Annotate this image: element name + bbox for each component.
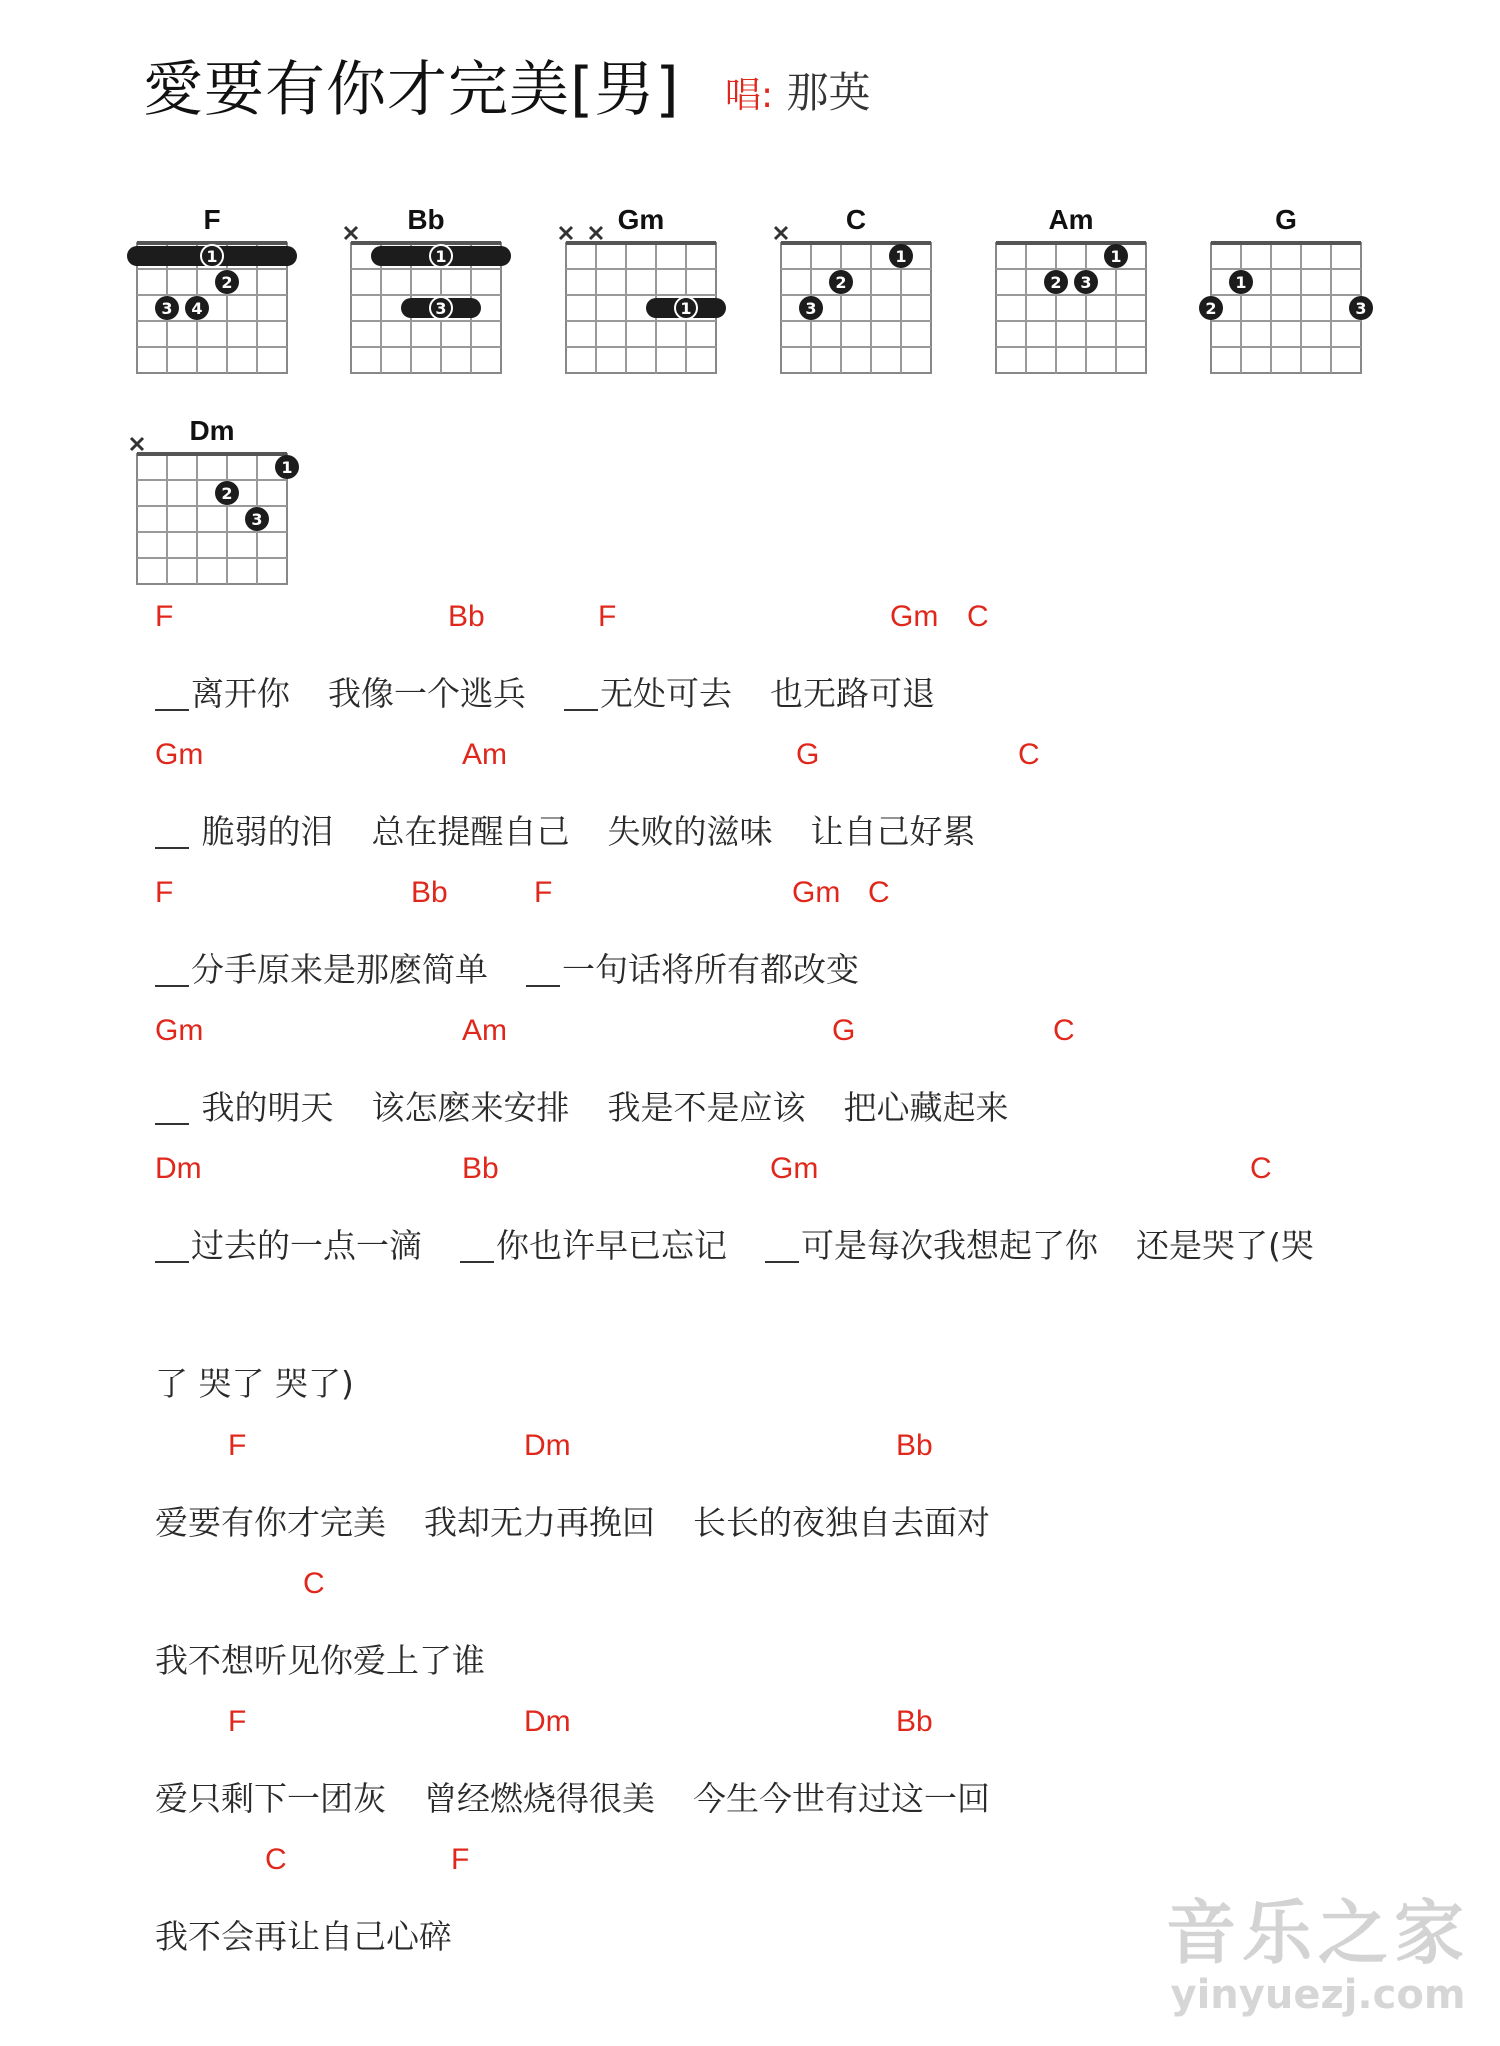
finger-number: 2 xyxy=(835,273,847,292)
chord-mark: Gm xyxy=(770,1152,819,1185)
chord-diagram-C xyxy=(775,204,931,373)
lyric-phrase: 把心藏起来 xyxy=(843,1088,1009,1127)
finger-number: 1 xyxy=(206,247,218,266)
lyric-phrase: 今生今世有过这一回 xyxy=(693,1779,990,1818)
lyric-phrase: 可是每次我想起了你 xyxy=(765,1220,1098,1267)
lyric-phrase: 我却无力再挽回 xyxy=(424,1503,655,1542)
chord-mark: Bb xyxy=(411,876,448,909)
lyric-line xyxy=(155,1358,392,1405)
pickup-blank xyxy=(765,1231,799,1263)
lyric-line xyxy=(155,1497,1028,1544)
lyric-line xyxy=(155,944,897,991)
chord-mark: Bb xyxy=(448,600,485,633)
chord-mark: F xyxy=(228,1705,247,1738)
lyric-phrase: 我像一个逃兵 xyxy=(328,674,526,713)
chord-diagram-G xyxy=(1199,204,1373,373)
pickup-blank xyxy=(155,1093,189,1125)
chord-name: Gm xyxy=(617,204,665,235)
chord-mark: Dm xyxy=(524,1705,571,1738)
lyric-line xyxy=(155,1220,1352,1267)
chord-mark: C xyxy=(868,876,890,909)
watermark-logo: 音乐之家 xyxy=(1166,1892,1470,1974)
chord-mark: Gm xyxy=(155,738,204,771)
lyric-phrase: 你也许早已忘记 xyxy=(460,1220,727,1267)
chord-mark: C xyxy=(1018,738,1040,771)
lyric-phrase: 我不会再让自己心碎 xyxy=(155,1917,452,1956)
lyric-phrase: 一句话将所有都改变 xyxy=(526,944,859,991)
lyric-phrase: 也无路可退 xyxy=(770,674,935,713)
lyric-phrase: 我是不是应该 xyxy=(607,1088,806,1127)
chord-diagram-Am xyxy=(996,204,1146,373)
pickup-blank xyxy=(155,817,189,849)
chord-mark: Gm xyxy=(890,600,939,633)
finger-number: 3 xyxy=(435,299,447,318)
muted-string-mark xyxy=(345,227,357,239)
chord-name: Bb xyxy=(407,204,445,235)
chord-mark: F xyxy=(534,876,553,909)
pickup-blank xyxy=(564,679,598,711)
finger-number: 3 xyxy=(251,510,263,529)
lyric-phrase: 曾经燃烧得很美 xyxy=(424,1779,655,1818)
chord-name: Dm xyxy=(189,415,235,446)
lyric-phrase: 爱要有你才完美 xyxy=(155,1503,386,1542)
pickup-blank xyxy=(155,679,189,711)
chord-name: C xyxy=(845,204,867,235)
muted-string-mark xyxy=(590,227,602,239)
chord-name: G xyxy=(1275,204,1297,235)
chord-mark: F xyxy=(155,876,174,909)
lyric-phrase: 过去的一点一滴 xyxy=(155,1220,422,1267)
pickup-blank xyxy=(460,1231,494,1263)
lyric-phrase: 该怎麽来安排 xyxy=(371,1088,570,1127)
lyric-phrase: 离开你 xyxy=(155,668,290,715)
finger-number: 1 xyxy=(1110,247,1122,266)
finger-number: 2 xyxy=(1050,273,1062,292)
watermark-url: yinyuezj.com xyxy=(1170,1972,1466,2018)
chord-mark: C xyxy=(1053,1014,1075,1047)
finger-number: 3 xyxy=(1080,273,1092,292)
chord-mark: Bb xyxy=(462,1152,499,1185)
chord-mark: F xyxy=(228,1429,247,1462)
lyric-phrase: 我的明天 xyxy=(155,1082,334,1129)
pickup-blank xyxy=(155,1231,189,1263)
chord-mark: G xyxy=(796,738,820,771)
finger-number: 1 xyxy=(680,299,692,318)
lyric-phrase: 分手原来是那麽简单 xyxy=(155,944,488,991)
lyric-phrase: 脆弱的泪 xyxy=(155,806,334,853)
singer-name: 那英 xyxy=(786,68,871,117)
finger-number: 1 xyxy=(281,458,293,477)
muted-string-mark xyxy=(131,438,143,450)
chord-mark: Dm xyxy=(155,1152,202,1185)
chord-diagram-Dm xyxy=(131,415,299,584)
lyric-phrase: 总在提醒自己 xyxy=(371,812,570,851)
lyric-line xyxy=(155,806,1014,853)
lyric-phrase: 还是哭了(哭 xyxy=(1136,1226,1314,1265)
chord-mark: Am xyxy=(462,738,507,771)
pickup-blank xyxy=(155,955,189,987)
lyric-line xyxy=(155,1082,1047,1129)
lyric-phrase: 了 哭了 哭了) xyxy=(155,1364,354,1403)
chord-mark: C xyxy=(1250,1152,1272,1185)
chord-mark: F xyxy=(451,1843,470,1876)
chord-mark: C xyxy=(303,1567,325,1600)
muted-string-mark xyxy=(560,227,572,239)
chord-mark: Bb xyxy=(896,1429,933,1462)
chord-mark: F xyxy=(598,600,617,633)
chord-mark: Gm xyxy=(155,1014,204,1047)
chord-diagram-F xyxy=(127,204,297,373)
lyric-line xyxy=(155,668,973,715)
muted-string-mark xyxy=(775,227,787,239)
chord-name: Am xyxy=(1048,204,1094,235)
lyric-phrase: 我不想听见你爱上了谁 xyxy=(155,1641,485,1680)
chord-mark: Dm xyxy=(524,1429,571,1462)
chord-mark: Gm xyxy=(792,876,841,909)
finger-number: 1 xyxy=(895,247,907,266)
finger-number: 3 xyxy=(805,299,817,318)
lyric-phrase: 爱只剩下一团灰 xyxy=(155,1779,386,1818)
chord-mark: Am xyxy=(462,1014,507,1047)
chord-mark: C xyxy=(967,600,989,633)
lyric-phrase: 无处可去 xyxy=(564,668,732,715)
finger-number: 1 xyxy=(1235,273,1247,292)
chord-mark: C xyxy=(265,1843,287,1876)
chord-mark: G xyxy=(832,1014,856,1047)
finger-number: 4 xyxy=(191,299,203,318)
chord-diagram-Bb xyxy=(345,204,511,373)
lyric-phrase: 失败的滋味 xyxy=(607,812,773,851)
chord-mark: F xyxy=(155,600,174,633)
lyric-line xyxy=(155,1635,523,1682)
chord-name: F xyxy=(203,204,221,235)
finger-number: 2 xyxy=(221,273,233,292)
watermark xyxy=(1166,1877,1470,2018)
lyric-phrase: 让自己好累 xyxy=(810,812,976,851)
finger-number: 2 xyxy=(1205,299,1217,318)
finger-number: 3 xyxy=(161,299,173,318)
chord-diagram-Gm xyxy=(560,204,726,373)
chord-mark: Bb xyxy=(896,1705,933,1738)
finger-number: 3 xyxy=(1355,299,1367,318)
finger-number: 2 xyxy=(221,484,233,503)
lyric-line xyxy=(155,1773,1028,1820)
finger-number: 1 xyxy=(435,247,447,266)
pickup-blank xyxy=(526,955,560,987)
lyric-line xyxy=(155,1911,490,1958)
chord-diagrams xyxy=(0,0,1500,600)
song-title: 愛要有你才完美[男] xyxy=(143,55,680,125)
lyric-phrase: 长长的夜独自去面对 xyxy=(693,1503,990,1542)
singer-label: 唱: xyxy=(725,75,774,116)
